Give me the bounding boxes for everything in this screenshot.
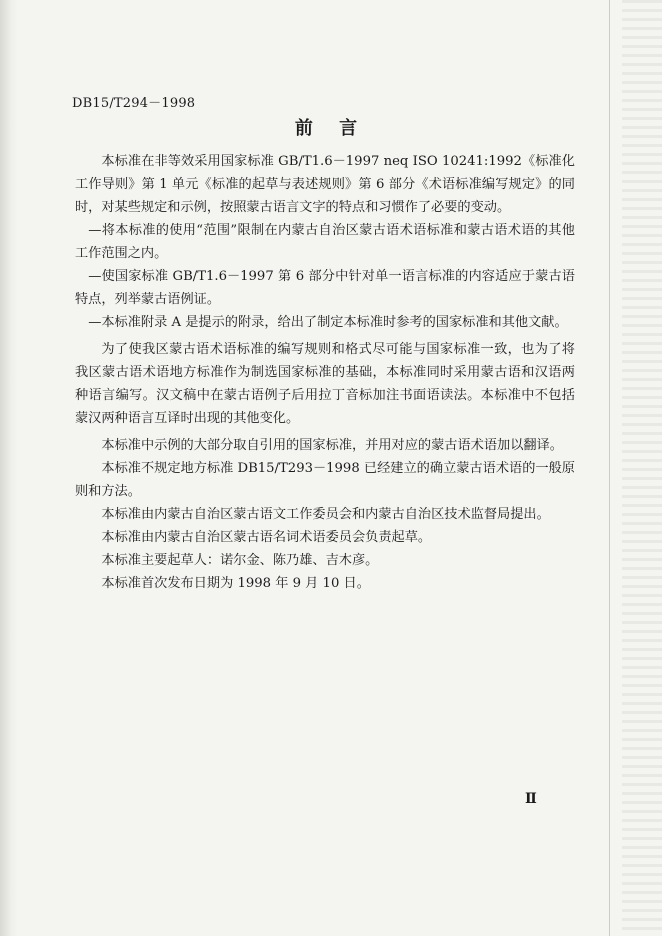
scan-line [609, 0, 610, 936]
paragraph-scope-exclusion: 本标准不规定地方标准 DB15/T293－1998 已经建立的确立蒙古语术语的一般原则和方法。 [75, 461, 575, 499]
paragraph-proposers: 本标准由内蒙古自治区蒙古语文工作委员会和内蒙古自治区技术监督局提出。 [101, 507, 550, 522]
paragraph-release-date: 本标准首次发布日期为 1998 年 9 月 10 日。 [101, 576, 370, 591]
paragraph-change-appendix: —本标准附录 A 是提示的附录，给出了制定本标准时参考的国家标准和其他文献。 [88, 315, 568, 330]
page-number: Ⅱ [525, 791, 537, 807]
paragraph-examples: 本标准中示例的大部分取自引用的国家标准，并用对应的蒙古语术语加以翻译。 [101, 438, 563, 453]
page-title: 前 言 [294, 118, 368, 139]
paragraph-intro: 本标准在非等效采用国家标准 GB/T1.6－1997 neq ISO 10241:1992《标准化工作导则》第 1 单元《标准的起草与表述规则》第 6 部分《术语标准编写规定》的同时，对某些规定和示例，按照蒙古语言文字的特点和习惯作了必要的变动。 [75, 154, 575, 215]
scan-shadow-left [0, 0, 18, 936]
paragraph-languages: 为了使我区蒙古语术语标准的编写规则和格式尽可能与国家标准一致，也为了将我区蒙古语术语地方标准作为制选国家标准的基础，本标准同时采用蒙古语和汉语两种语言编写。汉文稿中在蒙古语例子后用拉丁音标加注书面语读法。本标准中不包括蒙汉两种语言互译时出现的其他变化。 [75, 342, 575, 426]
paragraph-drafters: 本标准主要起草人：诺尔金、陈乃雄、吉木彦。 [101, 553, 379, 568]
foreword-body [75, 150, 575, 595]
paragraph-change-adaptation: —使国家标准 GB/T1.6－1997 第 6 部分中针对单一语言标准的内容适应于蒙古语特点，列举蒙古语例证。 [75, 269, 575, 307]
scan-noise-right [622, 0, 662, 936]
paragraph-drafting-body: 本标准由内蒙古自治区蒙古语名词术语委员会负责起草。 [101, 530, 432, 545]
standard-code: DB15/T294－1998 [72, 96, 196, 111]
paragraph-change-scope: —将本标准的使用“范围”限制在内蒙古自治区蒙古语术语标准和蒙古语术语的其他工作范围之内。 [75, 223, 575, 261]
